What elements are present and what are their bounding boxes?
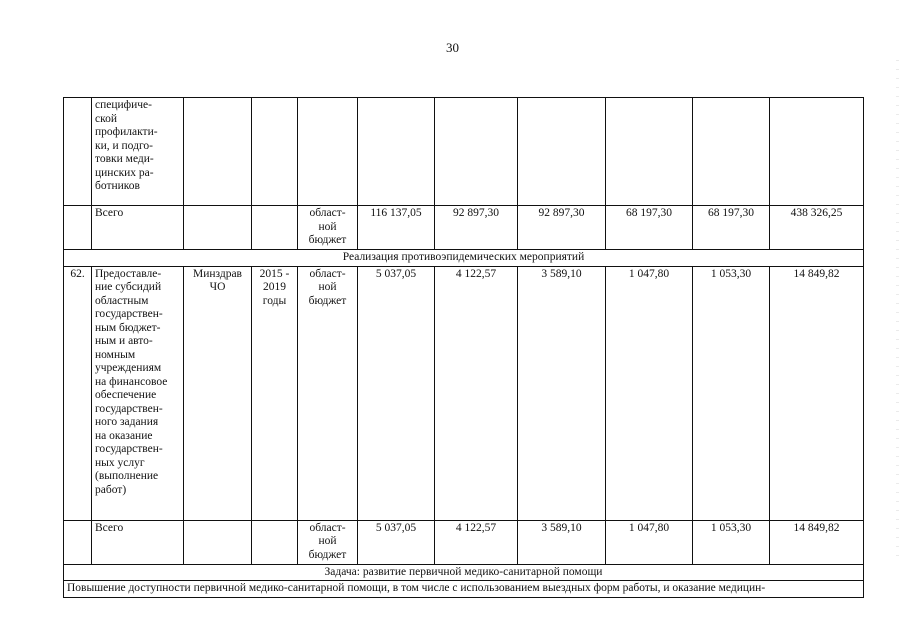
value-2016 [435, 98, 518, 206]
source-cell [298, 98, 358, 206]
value-2018: 1 047,80 [606, 266, 693, 520]
period-cell [252, 206, 298, 250]
value-2017: 92 897,30 [518, 206, 606, 250]
executor-cell: Минздрав ЧО [184, 266, 252, 520]
section-title: Реализация противоэпидемических мероприятий [64, 250, 864, 267]
value-2017 [518, 98, 606, 206]
executor-cell [184, 98, 252, 206]
value-2019 [693, 98, 770, 206]
item-name: Всего [92, 206, 184, 250]
value-2017: 3 589,10 [518, 520, 606, 564]
row-number [64, 98, 92, 206]
value-2018 [606, 98, 693, 206]
value-2019: 1 053,30 [693, 266, 770, 520]
table-row [64, 98, 864, 206]
row-number [64, 206, 92, 250]
value-2015: 5 037,05 [358, 266, 435, 520]
item-name: Предоставле- ние субсидий областным государствен- ным бюджет- ным и авто- номным учреждениям на финансовое обеспечение государствен- ного задания на оказание государствен- ных услуг (выполнение работ) [92, 266, 184, 520]
value-2015: 116 137,05 [358, 206, 435, 250]
value-total [770, 98, 864, 206]
task-row [64, 564, 864, 581]
value-2018: 1 047,80 [606, 520, 693, 564]
value-2016: 92 897,30 [435, 206, 518, 250]
financing-table [63, 97, 864, 598]
item-name: Всего [92, 520, 184, 564]
value-2015 [358, 98, 435, 206]
source-cell: област- ной бюджет [298, 206, 358, 250]
page-number: 30 [446, 40, 459, 55]
scan-artifact [896, 60, 899, 560]
table-row-total [64, 520, 864, 564]
value-2016: 4 122,57 [435, 266, 518, 520]
period-cell [252, 520, 298, 564]
value-total: 438 326,25 [770, 206, 864, 250]
table-row-62 [64, 266, 864, 520]
item-name: специфиче- ской профилакти- ки, и подго- товки меди- цинских ра- ботников [92, 98, 184, 206]
period-cell: 2015 - 2019 годы [252, 266, 298, 520]
table-row-total [64, 206, 864, 250]
executor-cell [184, 206, 252, 250]
value-total: 14 849,82 [770, 520, 864, 564]
value-2017: 3 589,10 [518, 266, 606, 520]
value-2015: 5 037,05 [358, 520, 435, 564]
continuation-row [64, 581, 864, 598]
value-2019: 68 197,30 [693, 206, 770, 250]
section-row [64, 250, 864, 267]
continuation-text: Повышение доступности первичной медико-санитарной помощи, в том числе с использованием выездных форм работы, и оказание медицин- [64, 581, 864, 598]
value-2018: 68 197,30 [606, 206, 693, 250]
period-cell [252, 98, 298, 206]
source-cell: област- ной бюджет [298, 520, 358, 564]
row-number: 62. [64, 266, 92, 520]
value-total: 14 849,82 [770, 266, 864, 520]
value-2019: 1 053,30 [693, 520, 770, 564]
value-2016: 4 122,57 [435, 520, 518, 564]
executor-cell [184, 520, 252, 564]
row-number [64, 520, 92, 564]
task-title: Задача: развитие первичной медико-санитарной помощи [64, 564, 864, 581]
source-cell: област- ной бюджет [298, 266, 358, 520]
